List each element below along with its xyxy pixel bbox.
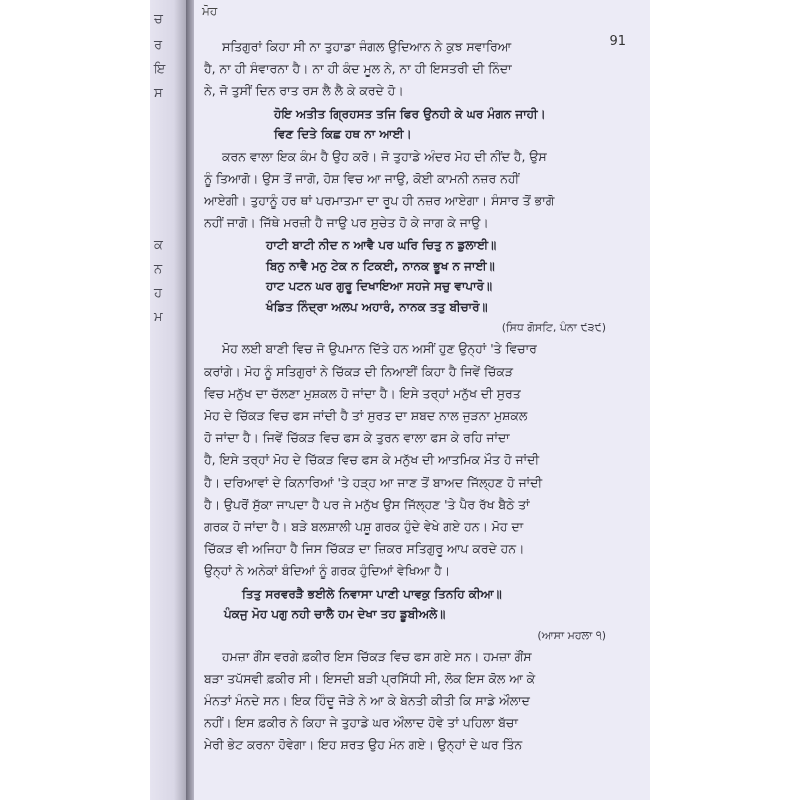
text-line: ਹੈ। ਦਰਿਆਵਾਂ ਦੇ ਕਿਨਾਰਿਆਂ 'ਤੇ ਹੜ੍ਹ ਆ ਜਾਣ ਤੋਂ ਬਾਅਦ ਜਿੱਲ੍ਹਣ ਹੋ ਜਾਂਦੀ xyxy=(204,474,543,490)
text-line: ਸਤਿਗੁਰਾਂ ਕਿਹਾ ਸੀ ਨਾ ਤੁਹਾਡਾ ਜੰਗਲ ਉਦਿਆਨ ਨੇ ਕੁਝ ਸਵਾਰਿਆ xyxy=(222,39,512,54)
text-line: ਗਰਕ ਹੋ ਜਾਂਦਾ ਹੈ। ਬੜੇ ਬਲਸ਼ਾਲੀ ਪਸ਼ੂ ਗਰਕ ਹੁੰਦੇ ਵੇਖੇ ਗਏ ਹਨ। ਮੋਹ ਦਾ xyxy=(204,519,524,535)
left-page-edge xyxy=(150,0,190,800)
text-line: ਮੰਨਤਾਂ ਮੰਨਦੇ ਸਨ। ਇਕ ਹਿੰਦੂ ਜੋੜੇ ਨੇ ਆ ਕੇ ਬੇਨਤੀ ਕੀਤੀ ਕਿ ਸਾਡੇ ਔਲਾਦ xyxy=(204,693,530,709)
citation-1: (ਸਿਧ ਗੋਸਟਿ, ਪੰਨਾ ੯੩੯) xyxy=(501,321,606,335)
verse-line: ਖੰਡਿਤ ਨਿੰਦ੍ਰਾ ਅਲਪ ਅਹਾਰੰ, ਨਾਨਕ ਤਤੁ ਬੀਚਾਰੋ॥ xyxy=(266,299,488,314)
left-page-fragment: ਕ xyxy=(154,238,163,253)
text-line: ਆਏਗੀ। ਤੁਹਾਨੂੰ ਹਰ ਥਾਂ ਪਰਮਾਤਮਾ ਦਾ ਰੂਪ ਹੀ ਨਜ਼ਰ ਆਏਗਾ। ਸੰਸਾਰ ਤੋਂ ਭਾਗੋ xyxy=(204,193,555,209)
verse-line: ਹਾਟ ਪਟਨ ਘਰ ਗੁਰੂ ਦਿਖਾਇਆ ਸਹਜੇ ਸਚੁ ਵਾਪਾਰੋ॥ xyxy=(266,279,493,294)
text-line: ਉਨ੍ਹਾਂ ਨੇ ਅਨੇਕਾਂ ਬੰਦਿਆਂ ਨੂੰ ਗਰਕ ਹੁੰਦਿਆਂ ਵੇਖਿਆ ਹੈ। xyxy=(204,563,451,579)
background-right xyxy=(650,0,800,800)
left-page-fragment: ਹ xyxy=(154,286,162,301)
book-page xyxy=(194,0,650,800)
page-number: 91 xyxy=(609,34,626,49)
verse-block-3 xyxy=(204,584,614,625)
running-head: ਮੋਹ xyxy=(202,4,218,18)
text-line: ਨਹੀਂ। ਇਸ ਫ਼ਕੀਰ ਨੇ ਕਿਹਾ ਜੇ ਤੁਹਾਡੇ ਘਰ ਔਲਾਦ ਹੋਵੇ ਤਾਂ ਪਹਿਲਾ ਬੱਚਾ xyxy=(204,715,518,731)
text-line: ਹਮਜ਼ਾ ਗੌਂਸ ਵਰਗੇ ਫ਼ਕੀਰ ਇਸ ਚਿੱਕੜ ਵਿਚ ਫਸ ਗਏ ਸਨ। ਹਮਜ਼ਾ ਗੌਂਸ xyxy=(222,648,532,664)
paragraph-1 xyxy=(204,36,614,103)
text-line: ਕਰਾਂਗੇ। ਮੋਹ ਨੂੰ ਸਤਿਗੁਰਾਂ ਨੇ ਚਿੱਕੜ ਦੀ ਨਿਆਈਂ ਕਿਹਾ ਹੈ ਜਿਵੇਂ ਚਿੱਕੜ xyxy=(204,363,513,379)
citation-2: (ਆਸਾ ਮਹਲਾ ੧) xyxy=(537,628,606,642)
paragraph-2 xyxy=(204,146,614,235)
text-line: ਮੋਹ ਲਈ ਬਾਣੀ ਵਿਚ ਜੋ ਉਪਮਾਨ ਦਿੱਤੇ ਹਨ ਅਸੀਂ ਹੁਣ ਉਨ੍ਹਾਂ 'ਤੇ ਵਿਚਾਰ xyxy=(222,341,537,357)
left-page-fragment: ਰ xyxy=(154,38,163,53)
text-line: ਹੋ ਜਾਂਦਾ ਹੈ। ਜਿਵੇਂ ਚਿੱਕੜ ਵਿਚ ਫਸ ਕੇ ਤੁਰਨ ਵਾਲਾ ਫਸ ਕੇ ਰਹਿ ਜਾਂਦਾ xyxy=(204,430,510,446)
text-line: ਵਿਚ ਮਨੁੱਖ ਦਾ ਚੱਲਣਾ ਮੁਸ਼ਕਲ ਹੋ ਜਾਂਦਾ ਹੈ। ਇਸੇ ਤਰ੍ਹਾਂ ਮਨੁੱਖ ਦੀ ਸੁਰਤ xyxy=(204,385,521,401)
background-left xyxy=(0,0,150,800)
text-line: ਹੈ, ਨਾ ਹੀ ਸੰਵਾਰਨਾ ਹੈ। ਨਾ ਹੀ ਕੰਦ ਮੂਲ ਨੇ, ਨਾ ਹੀ ਇਸਤਰੀ ਦੀ ਨਿੰਦਾ xyxy=(204,61,512,77)
verse-line: ਬਿਨੁ ਨਾਵੈ ਮਨੁ ਟੇਕ ਨ ਟਿਕਈ, ਨਾਨਕ ਭੂਖ ਨ ਜਾਈ॥ xyxy=(266,258,495,273)
text-line: ਬੜਾ ਤਪੱਸਵੀ ਫ਼ਕੀਰ ਸੀ। ਇਸਦੀ ਬੜੀ ਪ੍ਰਸਿੱਧੀ ਸੀ, ਲੋਕ ਇਸ ਕੋਲ ਆ ਕੇ xyxy=(204,670,536,686)
paragraph-4 xyxy=(204,646,614,757)
verse-block-1 xyxy=(204,104,614,145)
paragraph-3 xyxy=(204,338,614,582)
left-page-fragment: ਚ xyxy=(154,12,163,27)
page-content xyxy=(204,36,614,757)
verse-line: ਵਿਣ ਦਿਤੇ ਕਿਛ ਹਥ ਨਾ ਆਈ। xyxy=(274,127,412,142)
text-line: ਨਹੀਂ ਜਾਗੋ। ਜਿੱਥੇ ਮਰਜ਼ੀ ਹੈ ਜਾਉ ਪਰ ਸੁਚੇਤ ਹੋ ਕੇ ਜਾਗ ਕੇ ਜਾਉ। xyxy=(204,215,489,231)
text-line: ਮੋਹ ਦੇ ਚਿੱਕੜ ਵਿਚ ਫਸ ਜਾਂਦੀ ਹੈ ਤਾਂ ਸੁਰਤ ਦਾ ਸ਼ਬਦ ਨਾਲ ਜੁੜਨਾ ਮੁਸ਼ਕਲ xyxy=(204,408,528,424)
verse-line: ਪੰਕਜੁ ਮੋਹ ਪਗੁ ਨਹੀ ਚਾਲੈ ਹਮ ਦੇਖਾ ਤਹ ਡੂਬੀਅਲੇ॥ xyxy=(224,607,446,622)
text-line: ਕਰਨ ਵਾਲਾ ਇਕ ਕੰਮ ਹੈ ਉਹ ਕਰੋ। ਜੋ ਤੁਹਾਡੇ ਅੰਦਰ ਮੋਹ ਦੀ ਨੀਂਦ ਹੈ, ਉਸ xyxy=(222,148,547,164)
text-line: ਨੂੰ ਤਿਆਗੋ। ਉਸ ਤੋਂ ਜਾਗੋ, ਹੋਸ਼ ਵਿਚ ਆ ਜਾਉ, ਕੋਈ ਕਾਮਨੀ ਨਜ਼ਰ ਨਹੀਂ xyxy=(204,170,520,186)
verse-line: ਹਾਟੀ ਬਾਟੀ ਨੀਦ ਨ ਆਵੈ ਪਰ ਘਰਿ ਚਿਤੁ ਨ ਡੁਲਾਈ॥ xyxy=(266,238,497,253)
text-line: ਚਿੱਕੜ ਵੀ ਅਜਿਹਾ ਹੈ ਜਿਸ ਚਿੱਕੜ ਦਾ ਜ਼ਿਕਰ ਸਤਿਗੁਰੂ ਆਪ ਕਰਦੇ ਹਨ। xyxy=(204,541,525,557)
verse-line: ਤਿਤੁ ਸਰਵਰੜੈ ਭਈਲੇ ਨਿਵਾਸਾ ਪਾਣੀ ਪਾਵਕੁ ਤਿਨਹਿ ਕੀਆ॥ xyxy=(242,586,502,601)
text-line: ਹੈ। ਉਪਰੋਂ ਸੁੱਕਾ ਜਾਪਦਾ ਹੈ ਪਰ ਜੇ ਮਨੁੱਖ ਉਸ ਜਿੱਲ੍ਹਣ 'ਤੇ ਪੈਰ ਰੱਖ ਬੈਠੇ ਤਾਂ xyxy=(204,496,530,512)
verse-block-2 xyxy=(204,235,614,317)
left-page-fragment: ਸ xyxy=(154,86,163,101)
text-line: ਨੇ, ਜੋ ਤੁਸੀਂ ਦਿਨ ਰਾਤ ਰਸ ਲੈ ਲੈ ਕੇ ਕਰਦੇ ਹੋ। xyxy=(204,83,404,99)
left-page-fragment: ਮ xyxy=(154,310,163,325)
text-line: ਹੈ, ਇਸੇ ਤਰ੍ਹਾਂ ਮੋਹ ਦੇ ਚਿੱਕੜ ਵਿਚ ਫਸ ਕੇ ਮਨੁੱਖ ਦੀ ਆਤਮਿਕ ਮੌਤ ਹੋ ਜਾਂਦੀ xyxy=(204,452,540,468)
left-page-fragment: ਇ xyxy=(154,62,166,77)
left-page-fragment: ਨ xyxy=(154,262,163,277)
text-line: ਮੇਰੀ ਭੇਟ ਕਰਨਾ ਹੋਵੇਗਾ। ਇਹ ਸ਼ਰਤ ਉਹ ਮੰਨ ਗਏ। ਉਨ੍ਹਾਂ ਦੇ ਘਰ ਤਿੰਨ xyxy=(204,737,523,753)
verse-line: ਹੋਇ ਅਤੀਤ ਗ੍ਰਿਹਸਤ ਤਜਿ ਫਿਰ ਉਨਹੀ ਕੇ ਘਰ ਮੰਗਨ ਜਾਹੀ। xyxy=(274,106,546,121)
